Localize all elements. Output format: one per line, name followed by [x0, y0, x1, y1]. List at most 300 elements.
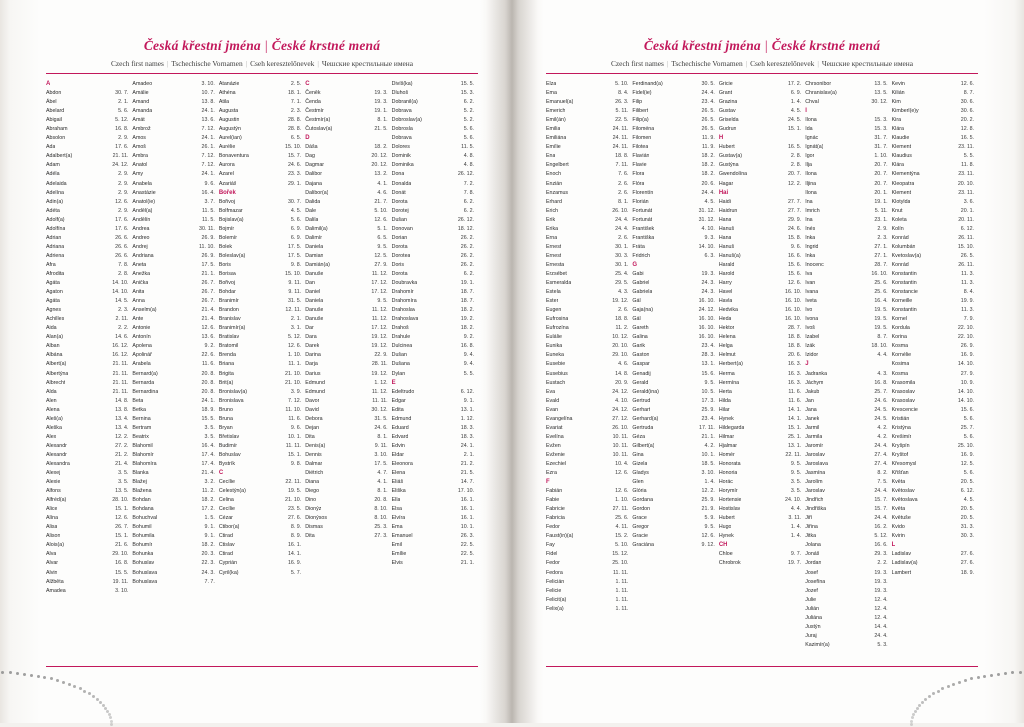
name-entry: [219, 80, 301, 89]
entry-name: Elvíra: [391, 515, 406, 522]
name-entry: [392, 460, 474, 469]
entry-name: Edvard: [391, 433, 409, 440]
name-entry: [805, 614, 887, 623]
entry-name: Evžen: [546, 442, 561, 449]
entry-name: Dara: [305, 334, 317, 341]
name-entry: [719, 514, 801, 523]
entry-name: Jasmína: [805, 470, 826, 477]
name-entry: [46, 379, 128, 388]
entry-name: Dalida: [305, 198, 321, 205]
entry-name: Dagmar: [305, 162, 325, 169]
entry-name: Bertram: [132, 424, 152, 431]
entry-date: 18. 8.: [615, 316, 629, 323]
entry-name: Dušana: [391, 361, 410, 368]
entry-date: 27. 7.: [787, 198, 802, 205]
entry-name: Blahomil: [132, 442, 153, 449]
name-entry: [892, 288, 974, 297]
name-entry: [305, 243, 387, 252]
entry-date: 22. 3.: [201, 560, 215, 567]
name-entry: [805, 460, 887, 469]
name-entry: [632, 252, 714, 261]
name-entry: [46, 116, 128, 125]
entry-date: 12. 5.: [374, 252, 388, 259]
name-entry: [392, 514, 474, 523]
entry-date: 21. 9.: [701, 506, 715, 513]
entry-name: Bohumír: [132, 542, 153, 549]
entry-date: 12. 6.: [115, 515, 129, 522]
entry-name: Aurélie: [218, 144, 236, 151]
entry-name: Bohunka: [132, 551, 154, 558]
entry-name: Justýn: [805, 623, 821, 630]
entry-name: Griselda: [718, 117, 739, 124]
name-entry: [892, 279, 974, 288]
name-entry: [892, 125, 974, 134]
entry-date: 10. 12.: [612, 334, 629, 341]
entry-date: 27. 2.: [115, 442, 129, 449]
name-entry: [719, 559, 801, 568]
name-entry: [805, 225, 887, 234]
entry-date: 20. 5.: [960, 479, 975, 486]
entry-date: 11. 9.: [701, 144, 715, 151]
entry-date: 19. 12.: [371, 334, 388, 341]
subtitle-divider-2-right: |: [745, 59, 748, 68]
entry-date: 9. 7.: [790, 551, 802, 558]
entry-name: Enoch: [546, 171, 562, 178]
entry-date: 16. 5.: [787, 144, 802, 151]
entry-name: Kryšpín: [891, 442, 910, 449]
entry-name: Hubert: [718, 515, 735, 522]
entry-name: Edvin: [391, 442, 405, 449]
subtitle-divider-3-left: |: [317, 59, 319, 68]
entry-name: Františka: [632, 234, 655, 241]
entry-date: 7. 8.: [118, 261, 129, 268]
entry-date: 4. 11.: [615, 524, 629, 531]
name-entry: [219, 125, 301, 134]
entry-name: Borisav: [218, 270, 237, 277]
name-entry: [892, 469, 974, 478]
name-entry: [546, 198, 628, 207]
entry-date: 24. 10.: [785, 497, 802, 504]
entry-name: Jarmil: [805, 424, 820, 431]
entry-name: Filip(a): [632, 117, 649, 124]
entry-name: Jindřiška: [805, 506, 827, 513]
entry-name: Jiřina: [805, 524, 818, 531]
name-entry: [46, 460, 128, 469]
entry-name: Gilbert(a): [632, 442, 655, 449]
name-entry: [132, 559, 214, 568]
entry-name: Iljina: [805, 180, 817, 187]
entry-date: 9. 8.: [290, 261, 302, 268]
name-entry: [546, 532, 628, 541]
entry-date: 13. 4.: [115, 424, 129, 431]
entry-name: Dáša: [305, 144, 318, 151]
entry-name: Andriana: [132, 252, 154, 259]
entry-date: 21. 2.: [460, 460, 475, 467]
entry-date: 29. 3.: [874, 551, 888, 558]
subtitle-divider-2-left: |: [245, 59, 248, 68]
entry-date: 11. 5.: [461, 144, 475, 151]
name-entry: [46, 125, 128, 134]
name-entry: [305, 297, 387, 306]
entry-name: Emerich: [546, 108, 566, 115]
name-entry: [719, 152, 801, 161]
entry-date: 3. 9.: [290, 388, 302, 395]
entry-name: Ella: [391, 497, 401, 504]
entry-name: Alexandr: [46, 442, 67, 449]
entry-name: Knut: [891, 207, 903, 214]
entry-name: Drahoš: [391, 325, 409, 332]
entry-date: 30. 1.: [615, 261, 629, 268]
name-entry: [132, 451, 214, 460]
entry-name: J: [805, 361, 809, 368]
entry-name: Klementýna: [891, 171, 920, 178]
entry-name: Drahoslav: [391, 307, 416, 314]
entry-name: Gabi: [632, 270, 644, 277]
name-entry: [219, 198, 301, 207]
name-entry: [892, 225, 974, 234]
entry-name: Branimír: [218, 298, 239, 305]
name-entry: [632, 433, 714, 442]
entry-name: Fidel(ie): [632, 90, 652, 97]
entry-date: 9. 1.: [204, 533, 215, 540]
entry-name: Hilda: [718, 397, 731, 404]
entry-date: 5. 5.: [963, 153, 975, 160]
name-entry: [892, 370, 974, 379]
entry-name: Damián(a): [305, 261, 330, 268]
entry-name: Dobroslav(a): [391, 117, 422, 124]
name-entry: [546, 234, 628, 243]
entry-name: Jordan: [805, 560, 822, 567]
entry-name: Elsa: [391, 506, 402, 513]
entry-date: 16. 10.: [698, 334, 715, 341]
entry-date: 15. 10.: [285, 144, 302, 151]
name-column: [219, 80, 305, 640]
entry-name: Gwendolína: [718, 171, 748, 178]
entry-name: Gordana: [632, 497, 654, 504]
entry-date: 17. 2.: [201, 506, 215, 513]
name-entry: [546, 370, 628, 379]
entry-name: Chrsonibor: [805, 81, 832, 87]
entry-date: 13. 8.: [115, 406, 129, 413]
name-entry: [132, 306, 214, 315]
name-entry: [132, 478, 214, 487]
entry-date: 2. 5.: [290, 81, 302, 87]
entry-date: 16. 10.: [785, 307, 802, 314]
name-entry: [632, 270, 714, 279]
entry-date: 15. 5.: [115, 569, 129, 576]
name-entry: [632, 360, 714, 369]
name-entry: [632, 107, 714, 116]
entry-name: Hermína: [718, 379, 740, 386]
name-entry: [219, 514, 301, 523]
entry-date: 9. 12.: [701, 542, 715, 549]
name-entry: [719, 297, 801, 306]
entry-date: 27. 11.: [612, 506, 629, 513]
name-entry: [805, 80, 887, 89]
entry-date: 28. 7.: [787, 325, 802, 332]
entry-date: 7. 12.: [201, 153, 215, 160]
entry-date: 3. 10.: [201, 81, 215, 87]
entry-date: 20. 8.: [201, 379, 215, 386]
entry-name: Drahule: [391, 334, 411, 341]
name-entry: [305, 487, 387, 496]
entry-date: 27. 7.: [787, 207, 802, 214]
entry-name: Graciána: [632, 542, 654, 549]
letter-heading: [719, 189, 801, 198]
entry-date: 14. 10.: [698, 243, 715, 250]
name-entry: [892, 152, 974, 161]
name-entry: [132, 207, 214, 216]
entry-date: 11. 11.: [285, 442, 302, 449]
name-entry: [805, 270, 887, 279]
name-entry: [892, 143, 974, 152]
name-entry: [632, 116, 714, 125]
entry-name: Alfréd(a): [46, 497, 67, 504]
name-entry: [805, 469, 887, 478]
name-entry: [546, 170, 628, 179]
name-entry: [392, 433, 474, 442]
entry-name: Alexandra: [46, 460, 70, 467]
entry-date: 16. 6.: [874, 542, 888, 549]
entry-name: Darina: [305, 352, 321, 359]
name-entry: [632, 297, 714, 306]
entry-date: 17. 6.: [115, 144, 129, 151]
entry-date: 13. 4.: [115, 415, 129, 422]
name-entry: [132, 189, 214, 198]
entry-date: 3. 10.: [115, 587, 129, 594]
entry-name: Anička: [132, 280, 149, 287]
name-entry: [219, 225, 301, 234]
entry-name: Andreo: [132, 234, 150, 241]
name-entry: [132, 270, 214, 279]
name-entry: [632, 451, 714, 460]
entry-date: 17. 6.: [115, 225, 129, 232]
entry-date: 2. 9.: [877, 225, 888, 232]
name-entry: [632, 397, 714, 406]
entry-name: Homér: [718, 451, 735, 458]
entry-name: Drahoslava: [391, 316, 419, 323]
name-entry: [219, 505, 301, 514]
entry-date: 14. 4.: [874, 623, 888, 630]
entry-name: Faust(in)(a): [546, 533, 574, 540]
entry-date: 21. 1.: [460, 560, 475, 567]
entry-name: Evelína: [546, 433, 564, 440]
name-entry: [132, 460, 214, 469]
name-entry: [892, 451, 974, 460]
entry-date: 16. 12.: [112, 352, 129, 359]
entry-name: Fráta: [632, 243, 645, 250]
entry-name: Absolon: [46, 135, 66, 142]
entry-name: Dan: [305, 280, 315, 287]
entry-date: 15. 6.: [787, 270, 802, 277]
name-entry: [219, 216, 301, 225]
entry-date: 28. 7.: [874, 261, 888, 268]
entry-date: 9. 5.: [377, 243, 388, 250]
entry-name: Dalmar: [305, 460, 323, 467]
entry-name: Krasoslav: [891, 397, 915, 404]
entry-name: Alvin: [46, 569, 58, 576]
entry-name: Fedora: [546, 569, 563, 576]
name-entry: [219, 442, 301, 451]
entry-date: 7. 8.: [463, 189, 475, 196]
name-entry: [719, 460, 801, 469]
entry-name: Aida: [46, 325, 57, 332]
left-page: [0, 0, 512, 723]
entry-name: Chloe: [718, 551, 733, 558]
entry-date: 11. 12.: [371, 316, 388, 323]
entry-date: 11. 9.: [701, 135, 715, 142]
name-entry: [632, 80, 714, 89]
entry-name: Hortensie: [718, 497, 742, 504]
entry-date: 16. 9.: [960, 451, 975, 458]
name-entry: [46, 189, 128, 198]
name-entry: [892, 134, 974, 143]
entry-name: Erna: [546, 234, 558, 241]
name-entry: [719, 143, 801, 152]
name-entry: [219, 496, 301, 505]
name-entry: [305, 252, 387, 261]
entry-date: 5. 3.: [877, 641, 888, 648]
name-entry: [805, 632, 887, 641]
name-entry: [219, 98, 301, 107]
entry-name: Agáta: [46, 280, 60, 287]
entry-name: Diego: [305, 488, 320, 495]
entry-name: Kordula: [891, 325, 910, 332]
entry-name: Dobrosla: [391, 126, 413, 133]
name-entry: [892, 424, 974, 433]
entry-name: Emil: [391, 542, 402, 549]
entry-date: 18. 9.: [201, 406, 215, 413]
entry-name: Gracie: [632, 533, 649, 540]
name-entry: [305, 333, 387, 342]
name-entry: [719, 351, 801, 360]
entry-name: Kolín: [891, 225, 904, 232]
name-entry: [46, 532, 128, 541]
entry-date: 20. 5.: [960, 515, 975, 522]
entry-date: 11. 12.: [371, 270, 388, 277]
entry-name: Dar: [305, 325, 314, 332]
entry-name: Adriana: [46, 243, 65, 250]
entry-date: 7. 2.: [463, 180, 475, 187]
entry-name: Gertruda: [632, 424, 654, 431]
entry-date: 16. 5.: [960, 135, 975, 142]
name-entry: [132, 170, 214, 179]
entry-name: Doris: [391, 261, 404, 268]
entry-date: 31. 12.: [698, 216, 715, 223]
entry-date: 29. 10.: [612, 352, 629, 359]
entry-date: 30. 11.: [199, 225, 215, 232]
entry-name: Dalibor(a): [305, 189, 329, 196]
entry-date: 19. 1.: [874, 198, 888, 205]
entry-date: 11. 6.: [288, 415, 302, 422]
entry-name: Klotylda: [891, 198, 911, 205]
entry-date: 4. 3.: [877, 370, 888, 377]
entry-date: 1. 11.: [615, 587, 629, 594]
entry-date: 4. 1.: [377, 479, 388, 486]
entry-date: 24. 11.: [612, 135, 629, 142]
entry-name: Filotea: [632, 144, 649, 151]
entry-date: 19. 5.: [874, 307, 888, 314]
entry-date: 14. 6.: [115, 334, 129, 341]
entry-name: Bohumil: [132, 524, 152, 531]
entry-date: 16. 10.: [785, 316, 802, 323]
name-columns-right: [546, 80, 978, 648]
name-entry: [46, 216, 128, 225]
entry-date: 24. 5.: [787, 117, 802, 124]
name-entry: [546, 216, 628, 225]
name-entry: [632, 505, 714, 514]
entry-date: 13. 1.: [787, 442, 802, 449]
entry-name: Dobranil(a): [391, 99, 418, 106]
name-entry: [132, 360, 214, 369]
entry-date: 26. 10.: [612, 424, 629, 431]
entry-date: 5. 12.: [874, 533, 888, 540]
entry-date: 12. 4.: [874, 614, 888, 621]
entry-date: 24. 5.: [874, 406, 888, 413]
entry-name: Bořivoj: [218, 198, 236, 205]
name-entry: [805, 532, 887, 541]
name-entry: [219, 297, 301, 306]
entry-name: Ante: [132, 316, 144, 323]
entry-date: 13. 6.: [201, 117, 215, 124]
entry-name: Ester: [546, 298, 559, 305]
entry-name: Dorotea: [391, 252, 411, 259]
entry-name: Anděl(a): [132, 207, 153, 214]
name-entry: [392, 306, 474, 315]
name-entry: [632, 351, 714, 360]
entry-name: Danuše: [305, 307, 324, 314]
name-entry: [805, 261, 887, 270]
entry-date: 15. 10.: [957, 243, 975, 250]
entry-date: 19. 3.: [374, 90, 388, 97]
entry-name: Čestmír(a): [305, 117, 331, 124]
entry-date: 15. 3.: [874, 117, 888, 124]
entry-date: 11. 11.: [612, 569, 629, 576]
entry-name: Augusta: [218, 108, 239, 115]
name-entry: [305, 116, 387, 125]
entry-name: Dale: [305, 207, 317, 214]
entry-date: 9. 5.: [704, 379, 715, 386]
entry-name: Izabel: [805, 334, 820, 341]
entry-date: 21. 11.: [112, 153, 129, 160]
footer-rule-right: [546, 666, 978, 667]
entry-name: Jaroslav: [805, 488, 825, 495]
entry-date: 22. 10.: [957, 325, 975, 332]
name-entry: [392, 415, 474, 424]
name-entry: [392, 143, 474, 152]
entry-date: 6. 2.: [463, 99, 475, 106]
entry-date: 30. 6.: [960, 99, 975, 106]
name-entry: [46, 370, 128, 379]
name-entry: [546, 496, 628, 505]
name-entry: [805, 559, 887, 568]
name-entry: [305, 496, 387, 505]
name-entry: [632, 89, 714, 98]
entry-name: Evariat: [546, 424, 563, 431]
entry-name: Antonín: [132, 334, 151, 341]
entry-name: Aleš(a): [46, 415, 63, 422]
name-entry: [892, 333, 974, 342]
entry-name: Ada: [46, 144, 56, 151]
entry-date: 30. 12.: [871, 99, 888, 106]
entry-name: Hynek: [718, 533, 734, 540]
entry-date: 8. 4.: [618, 90, 629, 97]
entry-name: Gál: [632, 298, 641, 305]
entry-name: Enzamus: [546, 189, 569, 196]
entry-date: 17. 3.: [701, 397, 715, 404]
entry-name: Heda: [718, 316, 732, 323]
entry-name: Křesomysl: [891, 460, 917, 467]
